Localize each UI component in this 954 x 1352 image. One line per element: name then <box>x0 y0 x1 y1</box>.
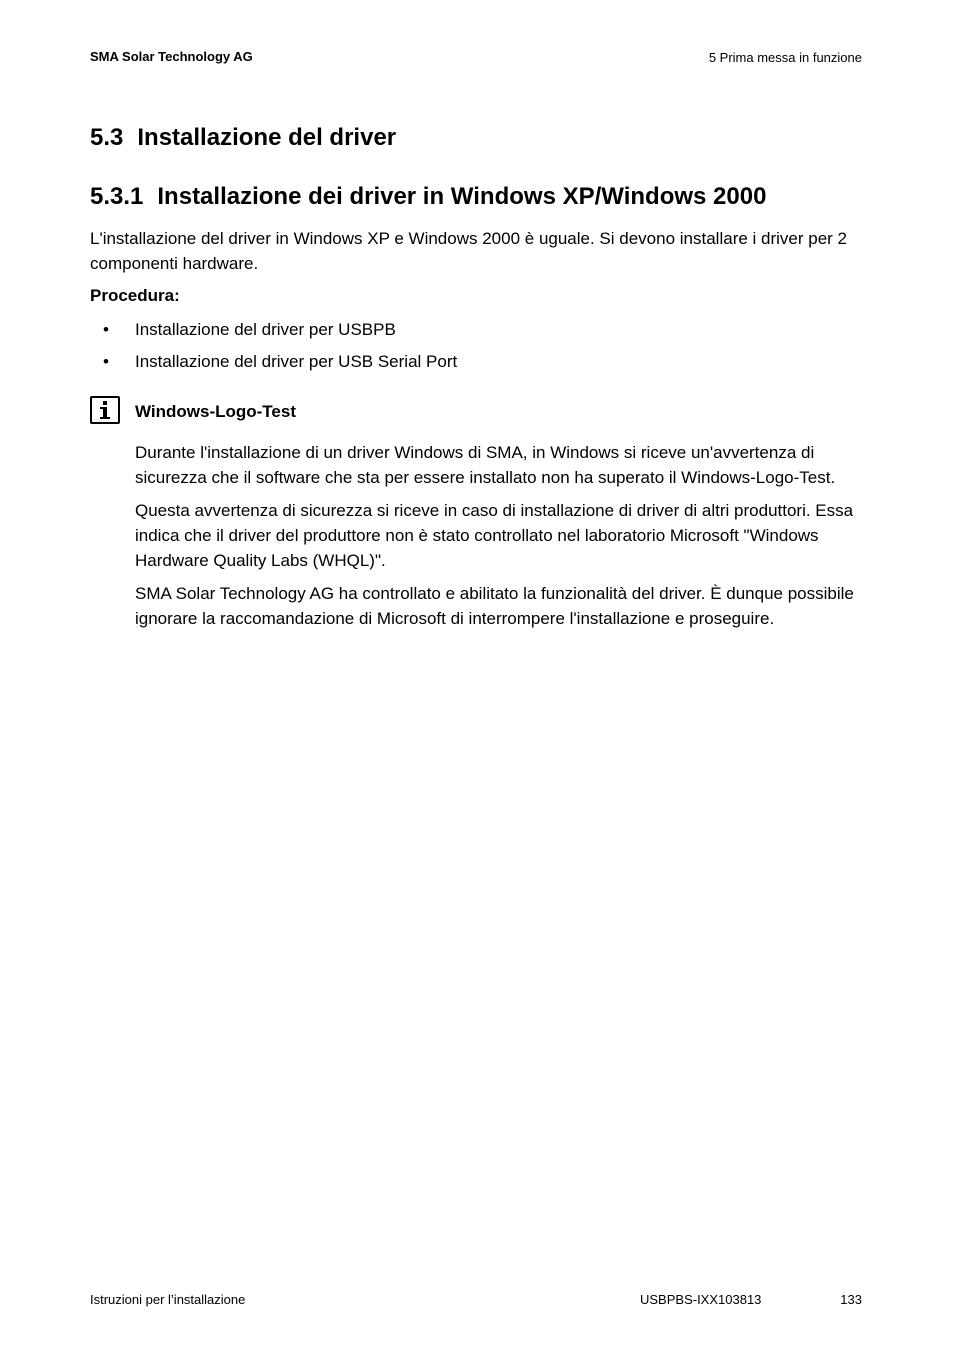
section-title: Installazione del driver <box>137 124 397 151</box>
note-body <box>135 440 860 639</box>
note-paragraph: Durante l'installazione di un driver Windows di SMA, in Windows si riceve un'avvertenza di sicurezza che il software che sta per essere installato non ha superato il Windows-Logo-Test. <box>135 443 836 487</box>
list-item <box>90 349 457 381</box>
list-item-text: Installazione del driver per USBPB <box>135 320 396 339</box>
bullet-icon: • <box>103 352 109 371</box>
page-number: 133 <box>840 1292 862 1307</box>
subsection-heading <box>90 183 766 211</box>
section-heading <box>90 124 396 152</box>
procedure-list <box>90 317 457 381</box>
info-icon <box>90 396 120 424</box>
bullet-icon: • <box>103 320 109 339</box>
footer-doc-type: Istruzioni per l’installazione <box>90 1292 246 1307</box>
header-chapter: 5 Prima messa in funzione <box>708 50 862 65</box>
subsection-number: 5.3.1 <box>90 183 144 210</box>
intro-paragraph: L'installazione del driver in Windows XP e Windows 2000 è uguale. Si devono installare i driver per 2 componenti hardware. <box>90 229 848 273</box>
note-title: Windows-Logo-Test <box>135 402 297 421</box>
list-item <box>90 317 457 349</box>
note-paragraph: SMA Solar Technology AG ha controllato e abilitato la funzionalità del driver. È dunque possibile ignorare la raccomandazione di Microsoft di interrompere l'installazione e proseguire. <box>135 584 854 628</box>
subsection-title: Installazione dei driver in Windows XP/Windows 2000 <box>157 183 767 210</box>
footer-doc-code: USBPBS-IXX103813 <box>640 1292 762 1307</box>
list-item-text: Installazione del driver per USB Serial Port <box>135 352 458 371</box>
header-company: SMA Solar Technology AG <box>90 49 253 64</box>
note-paragraph: Questa avvertenza di sicurezza si riceve in caso di installazione di driver di altri produttori. Essa indica che il driver del produttore non è stato controllato nel laboratorio Microsoft "Windows Hardware Quality Labs (WHQL)". <box>135 501 854 570</box>
procedure-label: Procedura: <box>90 286 180 305</box>
section-number: 5.3 <box>90 124 124 151</box>
